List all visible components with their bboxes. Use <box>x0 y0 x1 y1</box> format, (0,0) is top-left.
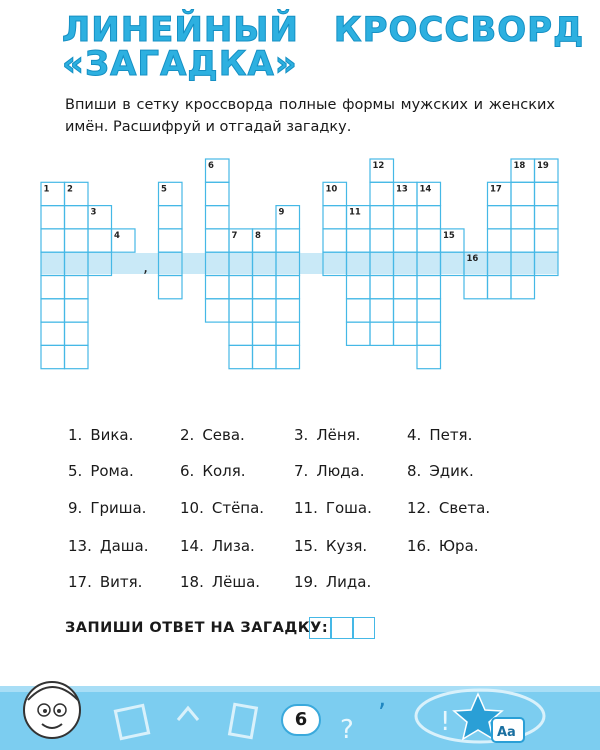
clue-number-label: 17 <box>490 184 502 195</box>
clue-item <box>294 573 371 591</box>
grid-cell[interactable] <box>229 322 253 345</box>
clue-name: Лёша. <box>211 573 261 591</box>
grid-cell[interactable] <box>394 206 418 229</box>
clue-item <box>68 537 148 555</box>
grid-cell[interactable] <box>159 206 183 229</box>
clue-index: 14. <box>180 537 204 555</box>
grid-cell[interactable] <box>535 206 559 229</box>
clue-item <box>180 426 245 444</box>
title-line-2: «ЗАГАДКА» <box>62 44 298 84</box>
clue-name: Коля. <box>202 462 246 480</box>
grid-cell[interactable] <box>65 229 89 252</box>
grid-cell[interactable] <box>206 299 230 322</box>
clue-name: Юра. <box>438 537 479 555</box>
grid-cell[interactable] <box>276 276 300 299</box>
grid-cell[interactable] <box>370 206 394 229</box>
clue-item <box>180 462 246 480</box>
clue-name: Лёня. <box>316 426 361 444</box>
clue-number-label: 18 <box>513 161 526 171</box>
clue-number-label: 15 <box>443 230 455 241</box>
clue-number-label: 8 <box>255 230 261 241</box>
clue-item <box>294 537 367 555</box>
grid-cell[interactable] <box>206 229 230 252</box>
grid-cell[interactable] <box>206 182 230 205</box>
grid-cell[interactable] <box>41 229 65 252</box>
clue-item <box>294 426 360 444</box>
clue-item <box>294 462 365 480</box>
grid-cell[interactable] <box>65 345 89 368</box>
grid-cell[interactable] <box>229 276 253 299</box>
clue-item <box>407 426 472 444</box>
clue-item <box>68 426 133 444</box>
clue-number-label: 13 <box>396 184 408 195</box>
clue-item <box>407 462 474 480</box>
clue-name: Лиза. <box>211 537 255 555</box>
clue-index: 11. <box>294 499 318 517</box>
grid-cell[interactable] <box>511 229 535 252</box>
clue-name: Сева. <box>202 426 245 444</box>
answer-box-1[interactable] <box>309 617 331 639</box>
clue-index: 19. <box>294 573 318 591</box>
grid-cell[interactable] <box>65 206 89 229</box>
clue-name: Люда. <box>316 462 365 480</box>
grid-cell[interactable] <box>65 299 89 322</box>
clue-number-label: 5 <box>161 184 167 195</box>
clue-name: Витя. <box>99 573 143 591</box>
grid-cell[interactable] <box>347 229 371 252</box>
clue-name: Даша. <box>99 537 149 555</box>
grid-cell[interactable] <box>41 299 65 322</box>
answer-box-2[interactable] <box>331 617 353 639</box>
grid-cell[interactable] <box>323 206 347 229</box>
grid-cell[interactable] <box>417 345 441 368</box>
grid-cell[interactable] <box>41 345 65 368</box>
exclamation-symbol: ! <box>440 707 451 737</box>
page-number: 6 <box>281 704 321 736</box>
clue-number-label: 12 <box>372 161 385 171</box>
clue-index: 12. <box>407 499 431 517</box>
clue-item <box>407 499 490 517</box>
grid-cell[interactable] <box>347 299 371 322</box>
clue-index: 6. <box>180 462 195 480</box>
clue-number-label: 4 <box>114 230 120 241</box>
clue-name: Рома. <box>90 462 134 480</box>
clue-number-label: 7 <box>231 230 238 241</box>
grid-cell[interactable] <box>276 345 300 368</box>
grid-cell[interactable] <box>323 229 347 252</box>
clue-index: 15. <box>294 537 318 555</box>
clue-index: 7. <box>294 462 309 480</box>
separator-comma: , <box>143 257 149 276</box>
clue-number-label: 3 <box>90 207 97 218</box>
clue-index: 8. <box>407 462 422 480</box>
grid-cell[interactable] <box>206 206 230 229</box>
clue-index: 16. <box>407 537 431 555</box>
grid-cell[interactable] <box>347 276 371 299</box>
clue-index: 2. <box>180 426 195 444</box>
title-line-1: ЛИНЕЙНЫЙ КРОССВОРД <box>62 10 585 50</box>
clue-index: 9. <box>68 499 83 517</box>
grid-cell[interactable] <box>488 276 512 299</box>
grid-cell[interactable] <box>159 229 183 252</box>
grid-cell[interactable] <box>488 206 512 229</box>
grid-cell[interactable] <box>417 229 441 252</box>
grid-cell[interactable] <box>464 276 488 299</box>
grid-cell[interactable] <box>417 299 441 322</box>
grid-cell[interactable] <box>206 276 230 299</box>
grid-cell[interactable] <box>417 322 441 345</box>
clue-index: 1. <box>68 426 83 444</box>
grid-cell[interactable] <box>253 345 277 368</box>
question-mark-symbol: ? <box>340 715 354 745</box>
clue-name: Гоша. <box>325 499 372 517</box>
clue-name: Кузя. <box>325 537 368 555</box>
grid-cell[interactable] <box>347 322 371 345</box>
clue-number-label: 10 <box>325 184 338 195</box>
grid-cell[interactable] <box>394 299 418 322</box>
clue-number-label: 2 <box>67 184 73 195</box>
clue-index: 17. <box>68 573 92 591</box>
clue-item <box>180 537 255 555</box>
grid-cell[interactable] <box>370 276 394 299</box>
clue-item <box>68 462 134 480</box>
clue-name: Петя. <box>429 426 473 444</box>
clue-name: Лида. <box>325 573 372 591</box>
comma-symbol: , <box>378 683 387 713</box>
grid-cell[interactable] <box>417 276 441 299</box>
grid-cell[interactable] <box>394 229 418 252</box>
clue-index: 5. <box>68 462 83 480</box>
clue-index: 4. <box>407 426 422 444</box>
grid-cell[interactable] <box>511 206 535 229</box>
cartoon-boy-icon <box>24 682 80 738</box>
grid-cell[interactable] <box>229 345 253 368</box>
clue-number-label: 19 <box>537 161 549 171</box>
grid-cell[interactable] <box>417 206 441 229</box>
grid-cell[interactable] <box>253 322 277 345</box>
grid-cell[interactable] <box>253 299 277 322</box>
grid-cell[interactable] <box>370 229 394 252</box>
clue-index: 3. <box>294 426 309 444</box>
grid-cell[interactable] <box>41 276 65 299</box>
badge-text: Aa <box>497 725 516 740</box>
grid-cell[interactable] <box>65 276 89 299</box>
grid-cell[interactable] <box>276 322 300 345</box>
clue-item <box>68 499 146 517</box>
clue-name: Света. <box>438 499 491 517</box>
grid-cell[interactable] <box>276 299 300 322</box>
clue-name: Гриша. <box>90 499 147 517</box>
answer-box-3[interactable] <box>353 617 375 639</box>
grid-cell[interactable] <box>41 322 65 345</box>
grid-cell[interactable] <box>488 229 512 252</box>
clue-number-label: 9 <box>278 207 285 218</box>
clue-number-label: 16 <box>466 254 479 265</box>
grid-cell[interactable] <box>65 322 89 345</box>
grid-cell[interactable] <box>535 229 559 252</box>
grid-cell[interactable] <box>370 299 394 322</box>
clue-item <box>407 537 479 555</box>
grid-cell[interactable] <box>88 229 112 252</box>
grid-cell[interactable] <box>511 182 535 205</box>
clue-item <box>180 499 264 517</box>
grid-cell[interactable] <box>394 276 418 299</box>
clue-name: Вика. <box>90 426 134 444</box>
clue-number-label: 14 <box>419 184 432 195</box>
grid-cell[interactable] <box>229 299 253 322</box>
clue-name: Стёпа. <box>211 499 265 517</box>
grid-cell[interactable] <box>370 182 394 205</box>
grid-cell[interactable] <box>41 206 65 229</box>
clue-item <box>294 499 372 517</box>
answer-prompt: ЗАПИШИ ОТВЕТ НА ЗАГАДКУ: <box>65 620 329 636</box>
grid-cell[interactable] <box>535 182 559 205</box>
clue-item <box>68 573 142 591</box>
grid-cell[interactable] <box>511 276 535 299</box>
grid-cell[interactable] <box>276 229 300 252</box>
clue-number-label: 1 <box>43 184 50 195</box>
clue-index: 10. <box>180 499 204 517</box>
clue-number-label: 6 <box>208 161 214 171</box>
instructions: Впиши в сетку кроссворда полные формы мужских и женских имён. Расшифруй и отгадай загадку. <box>65 97 555 135</box>
clue-item <box>180 573 260 591</box>
clue-name: Эдик. <box>429 462 474 480</box>
grid-cell[interactable] <box>159 276 183 299</box>
clue-index: 13. <box>68 537 92 555</box>
grid-cell[interactable] <box>394 322 418 345</box>
grid-cell[interactable] <box>370 322 394 345</box>
clue-number-label: 11 <box>349 207 361 218</box>
clue-index: 18. <box>180 573 204 591</box>
grid-cell[interactable] <box>253 276 277 299</box>
